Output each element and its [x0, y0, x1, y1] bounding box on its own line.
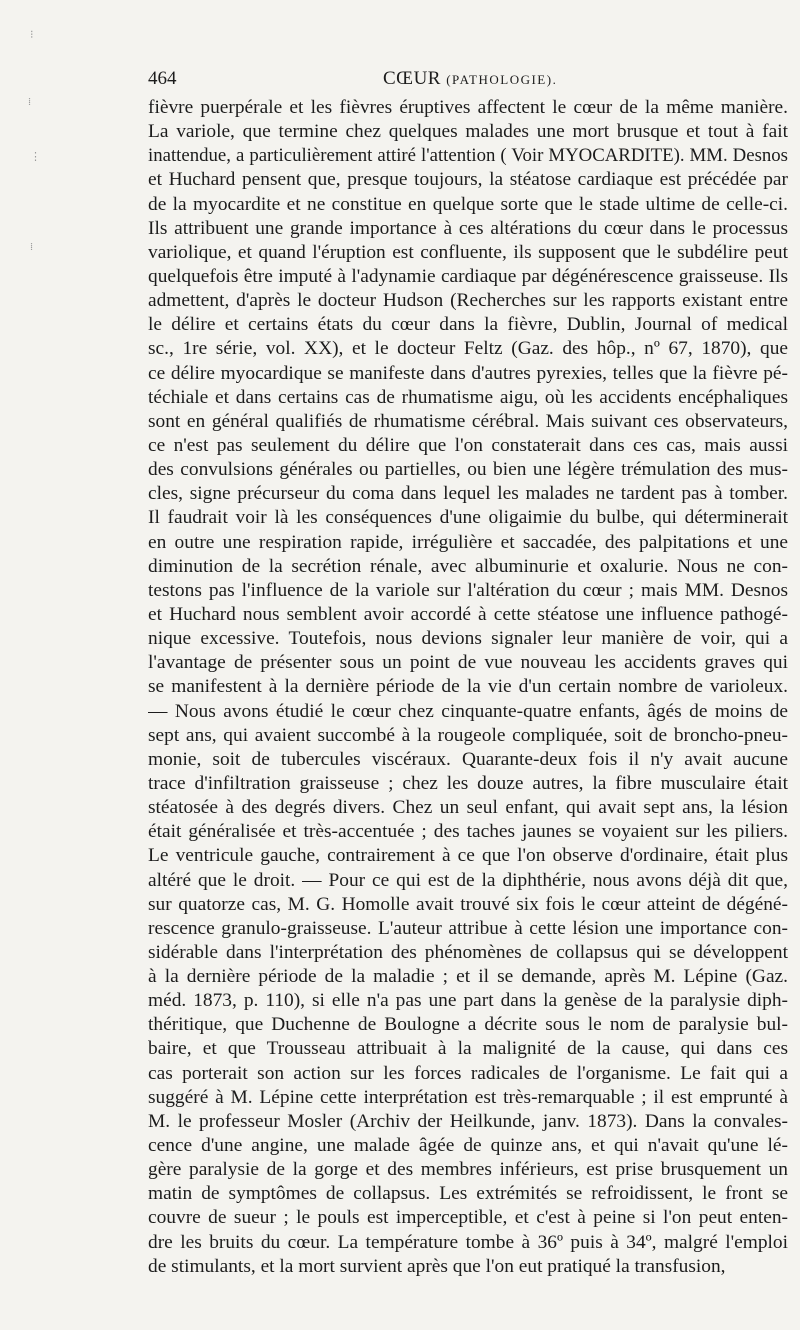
text-line: théritique, que Duchenne de Boulogne a décrite sous le nom de paralysie bul- [148, 1014, 788, 1036]
body-text [148, 96, 788, 1279]
text-line: à la dernière période de la maladie ; et il se demande, après M. Lépine (Gaz. [148, 966, 788, 988]
text-line: méd. 1873, p. 110), si elle n'a pas une part dans la genèse de la paralysie diph- [148, 990, 788, 1012]
running-title-main: CŒUR [383, 68, 441, 89]
text-line: matin de symptômes de collapsus. Les extrémités se refroidissent, le front se [148, 1183, 788, 1205]
text-line: sont en général qualifiés de rhumatisme cérébral. Mais suivant ces observateurs, [148, 410, 788, 432]
text-line: sept ans, qui avaient succombé à la rougeole compliquée, soit de broncho-pneu- [148, 724, 788, 746]
text-line: inattendue, a particulièrement attiré l'attention ( Voir MYOCARDITE). MM. Desnos [148, 145, 788, 167]
text-line: téchiale et dans certains cas de rhumatisme aigu, où les accidents encéphaliques [148, 386, 788, 408]
running-title [383, 68, 557, 90]
text-line: était généralisée et très-accentuée ; des taches jaunes se voyaient sur les piliers. [148, 821, 788, 843]
text-line: et Huchard pensent que, presque toujours, la stéatose cardiaque est précédée par [148, 169, 788, 191]
text-line: M. le professeur Mosler (Archiv der Heilkunde, janv. 1873). Dans la convales- [148, 1110, 788, 1132]
text-line: Il faudrait voir là les conséquences d'une oligaimie du bulbe, qui déterminerait [148, 507, 788, 529]
text-line: trace d'infiltration graisseuse ; chez les douze autres, la fibre musculaire était [148, 772, 788, 794]
running-title-sub: (PATHOLOGIE). [446, 72, 558, 87]
text-line: en outre une respiration rapide, irrégulière et saccadée, des palpitations et une [148, 531, 788, 553]
text-line: des convulsions générales ou partielles, ou bien une légère trémulation des mus- [148, 459, 788, 481]
text-line: monie, soit de tubercules viscéraux. Quarante-deux fois il n'y avait aucune [148, 748, 788, 770]
text-line: couvre de sueur ; le pouls est imperceptible, et c'est à peine si l'on peut enten- [148, 1207, 788, 1229]
text-line: ce délire myocardique se manifeste dans d'autres pyrexies, telles que la fièvre pé- [148, 362, 788, 384]
text-line: altéré que le droit. — Pour ce qui est de la diphthérie, nous avons déjà dit que, [148, 869, 788, 891]
text-line: l'avantage de présenter sous un point de vue nouveau les accidents graves qui [148, 652, 788, 674]
page-number: 464 [148, 68, 177, 89]
text-line: de la myocardite et ne constitue en quelque sorte que le stade ultime de celle-ci. [148, 193, 788, 215]
text-line: Le ventricule gauche, contrairement à ce que l'on observe d'ordinaire, était plus [148, 845, 788, 867]
text-line: variolique, et quand l'éruption est confluente, ils supposent que le subdélire peut [148, 241, 788, 263]
text-line: ce n'est pas seulement du délire que l'on constaterait dans ces cas, mais aussi [148, 434, 788, 456]
running-header [148, 62, 788, 96]
text-line: — Nous avons étudié le cœur chez cinquante-quatre enfants, âgés de moins de [148, 700, 788, 722]
text-line: sidérable dans l'interprétation des phénomènes de collapsus qui se développent [148, 941, 788, 963]
text-line: de stimulants, et la mort survient après que l'on eut pratiqué la transfusion, [148, 1255, 726, 1277]
text-line: stéatosée à des degrés divers. Chez un seul enfant, qui avait sept ans, la lésion [148, 797, 788, 819]
text-line: et Huchard nous semblent avoir accordé à cette stéatose une influence pathogé- [148, 603, 788, 625]
text-line: sur quatorze cas, M. G. Homolle avait trouvé six fois le cœur atteint de dégéné- [148, 893, 788, 915]
text-line: cas porterait son action sur les forces radicales de l'organisme. Le fait qui a [148, 1062, 788, 1084]
text-line: quelquefois être imputé à l'adynamie cardiaque par dégénérescence graisseuse. Ils [148, 265, 788, 287]
text-line: suggéré à M. Lépine cette interprétation est très-remarquable ; il est emprunté à [148, 1086, 788, 1108]
text-line: se manifestent à la dernière période de la vie d'un certain nombre de varioleux. [148, 676, 788, 698]
text-line: admettent, d'après le docteur Hudson (Recherches sur les rapports existant entre [148, 290, 788, 312]
margin-mark: ⁞ [28, 95, 32, 108]
text-line: dre les bruits du cœur. La température tombe à 36º puis à 34º, malgré l'emploi [148, 1231, 788, 1253]
text-line: le délire et certains états du cœur dans la fièvre, Dublin, Journal of medical [148, 314, 788, 336]
text-line: cence d'une angine, une malade âgée de quinze ans, et qui n'avait qu'une lé- [148, 1135, 788, 1157]
text-line: baire, et que Trousseau attribuait à la malignité de la cause, qui dans ces [148, 1038, 788, 1060]
text-line: sc., 1re série, vol. XX), et le docteur Feltz (Gaz. des hôp., nº 67, 1870), que [148, 338, 788, 360]
text-line: testons pas l'influence de la variole sur l'altération du cœur ; mais MM. Desnos [148, 579, 788, 601]
margin-mark: ⋮ [30, 150, 41, 163]
text-line: rescence granulo-graisseuse. L'auteur attribue à cette lésion une importance con- [148, 917, 788, 939]
text-line: La variole, que termine chez quelques malades une mort brusque et tout à fait [148, 121, 788, 143]
text-line: Ils attribuent une grande importance à ces altérations du cœur dans le processus [148, 217, 788, 239]
margin-mark: ⁞ [30, 240, 34, 253]
text-line: nique excessive. Toutefois, nous devions signaler leur manière de voir, qui a [148, 628, 788, 650]
text-line: fièvre puerpérale et les fièvres éruptives affectent le cœur de la même manière. [148, 97, 788, 118]
text-line: diminution de la secrétion rénale, avec albuminurie et oxalurie. Nous ne con- [148, 555, 788, 577]
text-line: cles, signe précurseur du coma dans lequel les malades ne tardent pas à tomber. [148, 483, 788, 505]
text-line: gère paralysie de la gorge et des membres inférieurs, est prise brusquement un [148, 1159, 788, 1181]
margin-mark: ⁝ [30, 28, 34, 41]
